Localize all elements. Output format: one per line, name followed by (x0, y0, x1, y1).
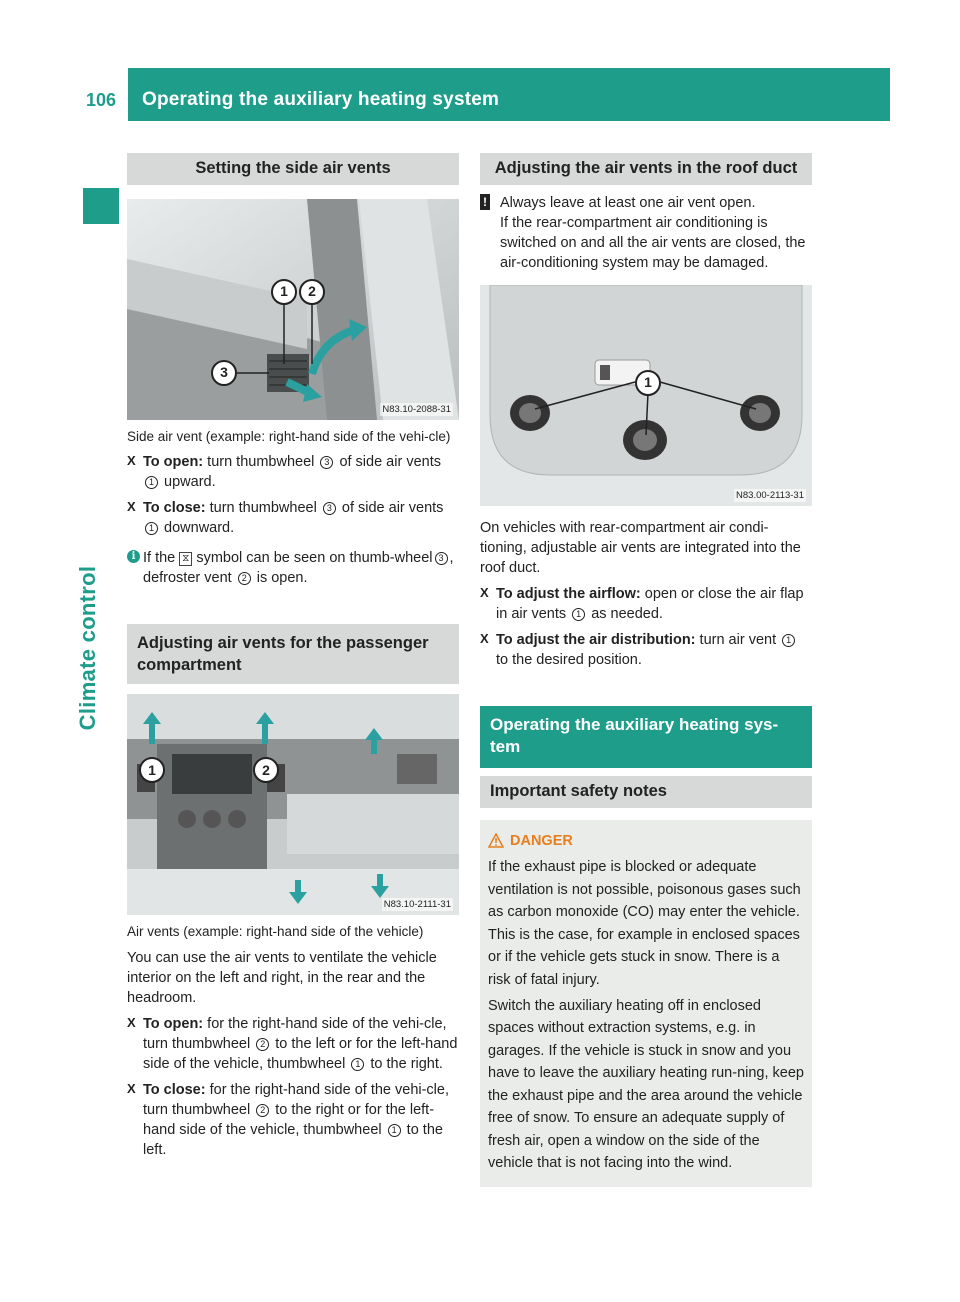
page-number: 106 (70, 68, 126, 121)
step-open: X To open: turn thumbwheel 3 of side air vents 1 upward. (127, 453, 441, 491)
step-arrow-icon: X (480, 584, 489, 600)
step-airflow: X To adjust the airflow: open or close the air flap in air vents 1 as needed. (480, 584, 804, 622)
figure-caption: Air vents (example: right-hand side of the vehicle) (127, 924, 424, 940)
step-arrow-icon: X (127, 499, 136, 515)
step-arrow-icon: X (127, 1080, 136, 1096)
danger-box (480, 820, 812, 1187)
figure-code: N83.00-2113-31 (736, 489, 804, 501)
section-heading-roof-duct: Adjusting the air vents in the roof duct (480, 153, 812, 185)
page-header (70, 68, 890, 121)
defrost-symbol-icon: ⧖ (179, 552, 192, 566)
chapter-label: Climate control (74, 565, 100, 731)
danger-text-2: Switch the auxiliary heating off in enclosed spaces without extraction systems, e.g. in garages. If the vehicle is stuck in snow and you have to leave the auxiliary heating run-ning, keep the exhaust pipe and the area around the vehicle free of snow. To ensure an adequate supply of fresh air, open a window on the side of the vehicle that is not facing into the wind. (488, 998, 804, 1172)
step-arrow-icon: X (127, 453, 136, 469)
body-text: On vehicles with rear-compartment air condi-tioning, adjustable air vents are integrated into the roof duct. (480, 519, 801, 576)
page-title: Operating the auxiliary heating system (142, 88, 500, 110)
danger-text-1: If the exhaust pipe is blocked or adequate ventilation is not possible, poisonous gases such as carbon monoxide (CO) may enter the vehicle. This is the case, for example in enclosed spaces or if the vehicle gets stuck in snow. There is a risk of fatal injury. (488, 859, 801, 988)
chapter-tab-marker (83, 188, 119, 224)
section-heading-auxiliary-heating: Operating the auxiliary heating sys-tem (480, 706, 812, 768)
section-heading-side-vents: Setting the side air vents (127, 153, 459, 185)
step-arrow-icon: X (127, 1014, 136, 1030)
figure-code: N83.10-2111-31 (383, 899, 451, 911)
section-heading-passenger-vents: Adjusting air vents for the passenger compartment (127, 624, 459, 684)
info-icon: i (127, 550, 140, 563)
step-close: X To close: for the right-hand side of the vehi-cle, turn thumbwheel 2 to the right or for the left-hand side of the vehicle, thumbwheel 1 to the left. (127, 1080, 449, 1158)
callout-1: 1 (271, 279, 297, 305)
dashboard-illustration (127, 694, 459, 915)
warning-triangle-icon (488, 833, 504, 848)
figure-side-air-vent (127, 199, 459, 420)
figure-caption: Side air vent (example: right-hand side of the vehi-cle) (127, 428, 451, 444)
step-close: X To close: turn thumbwheel 3 of side air vents 1 downward. (127, 499, 444, 537)
subsection-heading-safety: Important safety notes (480, 776, 812, 808)
warning-note: ! Always leave at least one air vent open. If the rear-compartment air conditioning is switched on and all the air vents are closed, the air-conditioning system may be damaged. (480, 193, 812, 273)
callout-1: 1 (635, 370, 661, 396)
right-column (480, 153, 812, 1187)
callout-2: 2 (253, 757, 279, 783)
figure-dashboard-vents (127, 694, 459, 915)
left-column (127, 153, 459, 1160)
step-open: X To open: for the right-hand side of the vehi-cle, turn thumbwheel 2 to the left or for the left-hand side of the vehicle, thumbwheel 1 to the right. (127, 1014, 458, 1072)
callout-2: 2 (299, 279, 325, 305)
info-note: i If the ⧖ symbol can be seen on thumb-wheel 3 , defroster vent 2 is open. (127, 548, 459, 588)
figure-code: N83.10-2088-31 (382, 403, 451, 415)
warning-icon: ! (480, 194, 490, 210)
callout-3: 3 (211, 360, 237, 386)
step-distribution: X To adjust the air distribution: turn air vent 1 to the desired position. (480, 630, 812, 670)
body-text: You can use the air vents to ventilate the vehicle interior on the left and right, in the rear and the headroom. (127, 949, 437, 1006)
chapter-tab (70, 188, 127, 1302)
step-arrow-icon: X (480, 630, 489, 646)
callout-1: 1 (139, 757, 165, 783)
danger-title: DANGER (488, 830, 804, 852)
side-vent-illustration (127, 199, 459, 420)
figure-roof-duct (480, 285, 812, 506)
